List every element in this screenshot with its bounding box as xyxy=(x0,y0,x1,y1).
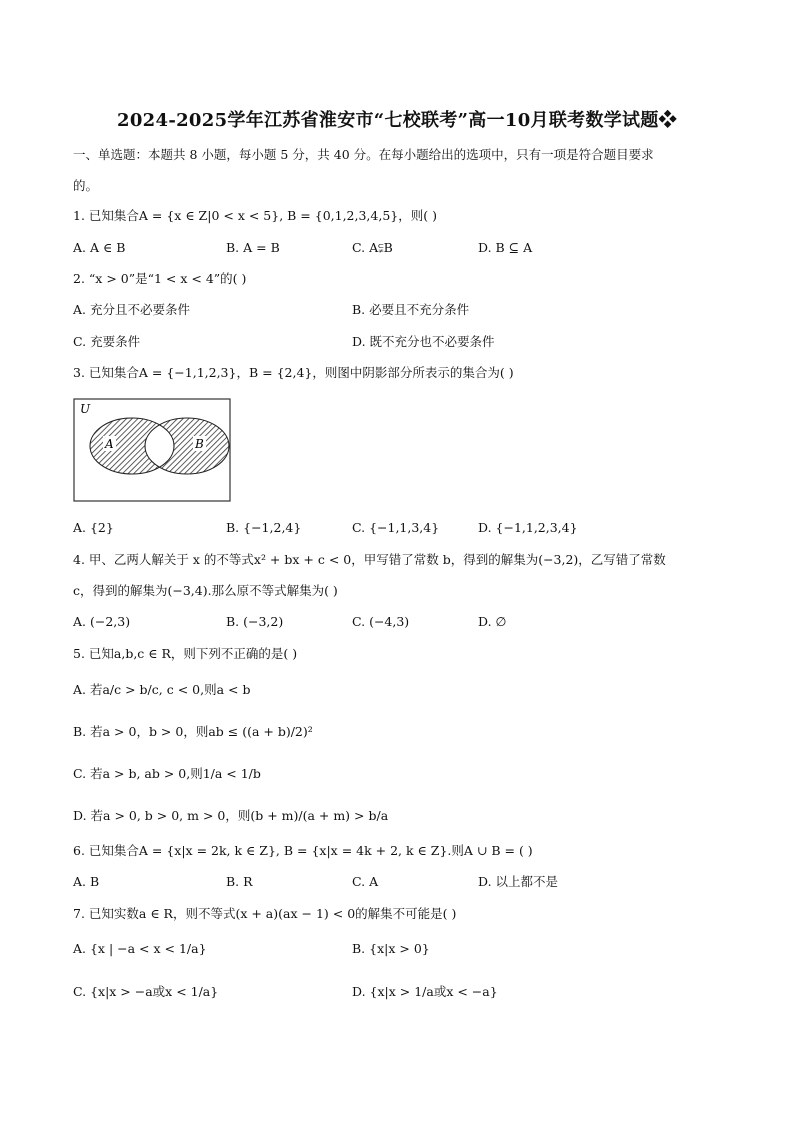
set-a-label: A xyxy=(105,437,114,451)
question-5-option-a: A. 若a/c > b/c, c < 0,则a < b xyxy=(73,682,251,697)
question-4-option-b: B. (−3,2) xyxy=(226,614,284,629)
question-3-option-c: C. {−1,1,3,4} xyxy=(352,520,440,535)
universe-label: U xyxy=(80,402,91,416)
question-4-stem-line2: c，得到的解集为(−3,4).那么原不等式解集为( ) xyxy=(73,583,338,598)
question-7-option-a: A. {x | −a < x < 1/a} xyxy=(73,941,207,956)
set-b-label: B xyxy=(195,437,204,451)
question-1-option-d: D. B ⊆ A xyxy=(478,240,533,255)
question-4-stem-line1: 4. 甲、乙两人解关于 x 的不等式x² + bx + c < 0，甲写错了常数 b，得到的解集为(−3,2)，乙写错了常数 xyxy=(73,552,666,567)
question-1-option-c: C. A⫋B xyxy=(352,240,393,255)
question-6-option-a: A. B xyxy=(73,874,100,889)
question-7-option-b: B. {x|x > 0} xyxy=(352,941,430,956)
question-6-option-b: B. R xyxy=(226,874,253,889)
question-7-stem: 7. 已知实数a ∈ R，则不等式(x + a)(ax − 1) < 0的解集不可能是( ) xyxy=(73,906,457,921)
question-2-option-c: C. 充要条件 xyxy=(73,334,141,349)
question-5-option-d: D. 若a > 0, b > 0, m > 0，则(b + m)/(a + m) > b/a xyxy=(73,808,389,823)
page-title: 2024-2025学年江苏省淮安市“七校联考”高一10月联考数学试题❖ xyxy=(117,110,677,131)
question-1-option-b: B. A = B xyxy=(226,240,280,255)
venn-diagram xyxy=(73,398,231,502)
question-7-option-c: C. {x|x > −a或x < 1/a} xyxy=(73,984,219,999)
question-7-option-d: D. {x|x > 1/a或x < −a} xyxy=(352,984,498,999)
question-3-option-d: D. {−1,1,2,3,4} xyxy=(478,520,578,535)
question-1-stem: 1. 已知集合A = {x ∈ Z|0 < x < 5}, B = {0,1,2,3,4,5}，则( ) xyxy=(73,208,437,223)
question-3-option-b: B. {−1,2,4} xyxy=(226,520,302,535)
question-3-stem: 3. 已知集合A = {−1,1,2,3}，B = {2,4}，则图中阴影部分所表示的集合为( ) xyxy=(73,365,514,380)
question-3-option-a: A. {2} xyxy=(73,520,114,535)
question-6-option-c: C. A xyxy=(352,874,379,889)
question-2-option-b: B. 必要且不充分条件 xyxy=(352,302,470,317)
question-1-option-a: A. A ∈ B xyxy=(73,240,126,255)
question-6-option-d: D. 以上都不是 xyxy=(478,874,559,889)
question-4-option-c: C. (−4,3) xyxy=(352,614,410,629)
question-4-option-d: D. ∅ xyxy=(478,614,507,629)
question-2-stem: 2. “x > 0”是“1 < x < 4”的( ) xyxy=(73,271,247,286)
question-5-option-c: C. 若a > b, ab > 0,则1/a < 1/b xyxy=(73,766,261,781)
question-6-stem: 6. 已知集合A = {x|x = 2k, k ∈ Z}, B = {x|x = 4k + 2, k ∈ Z}.则A ∪ B = ( ) xyxy=(73,843,533,858)
question-2-option-d: D. 既不充分也不必要条件 xyxy=(352,334,495,349)
question-5-stem: 5. 已知a,b,c ∈ R，则下列不正确的是( ) xyxy=(73,646,298,661)
section-instructions-line2: 的。 xyxy=(73,178,99,193)
question-5-option-b: B. 若a > 0，b > 0，则ab ≤ ((a + b)/2)² xyxy=(73,724,313,739)
question-4-option-a: A. (−2,3) xyxy=(73,614,131,629)
question-2-option-a: A. 充分且不必要条件 xyxy=(73,302,190,317)
section-instructions-line1: 一、单选题：本题共 8 小题，每小题 5 分，共 40 分。在每小题给出的选项中，只有一项是符合题目要求 xyxy=(73,147,654,162)
